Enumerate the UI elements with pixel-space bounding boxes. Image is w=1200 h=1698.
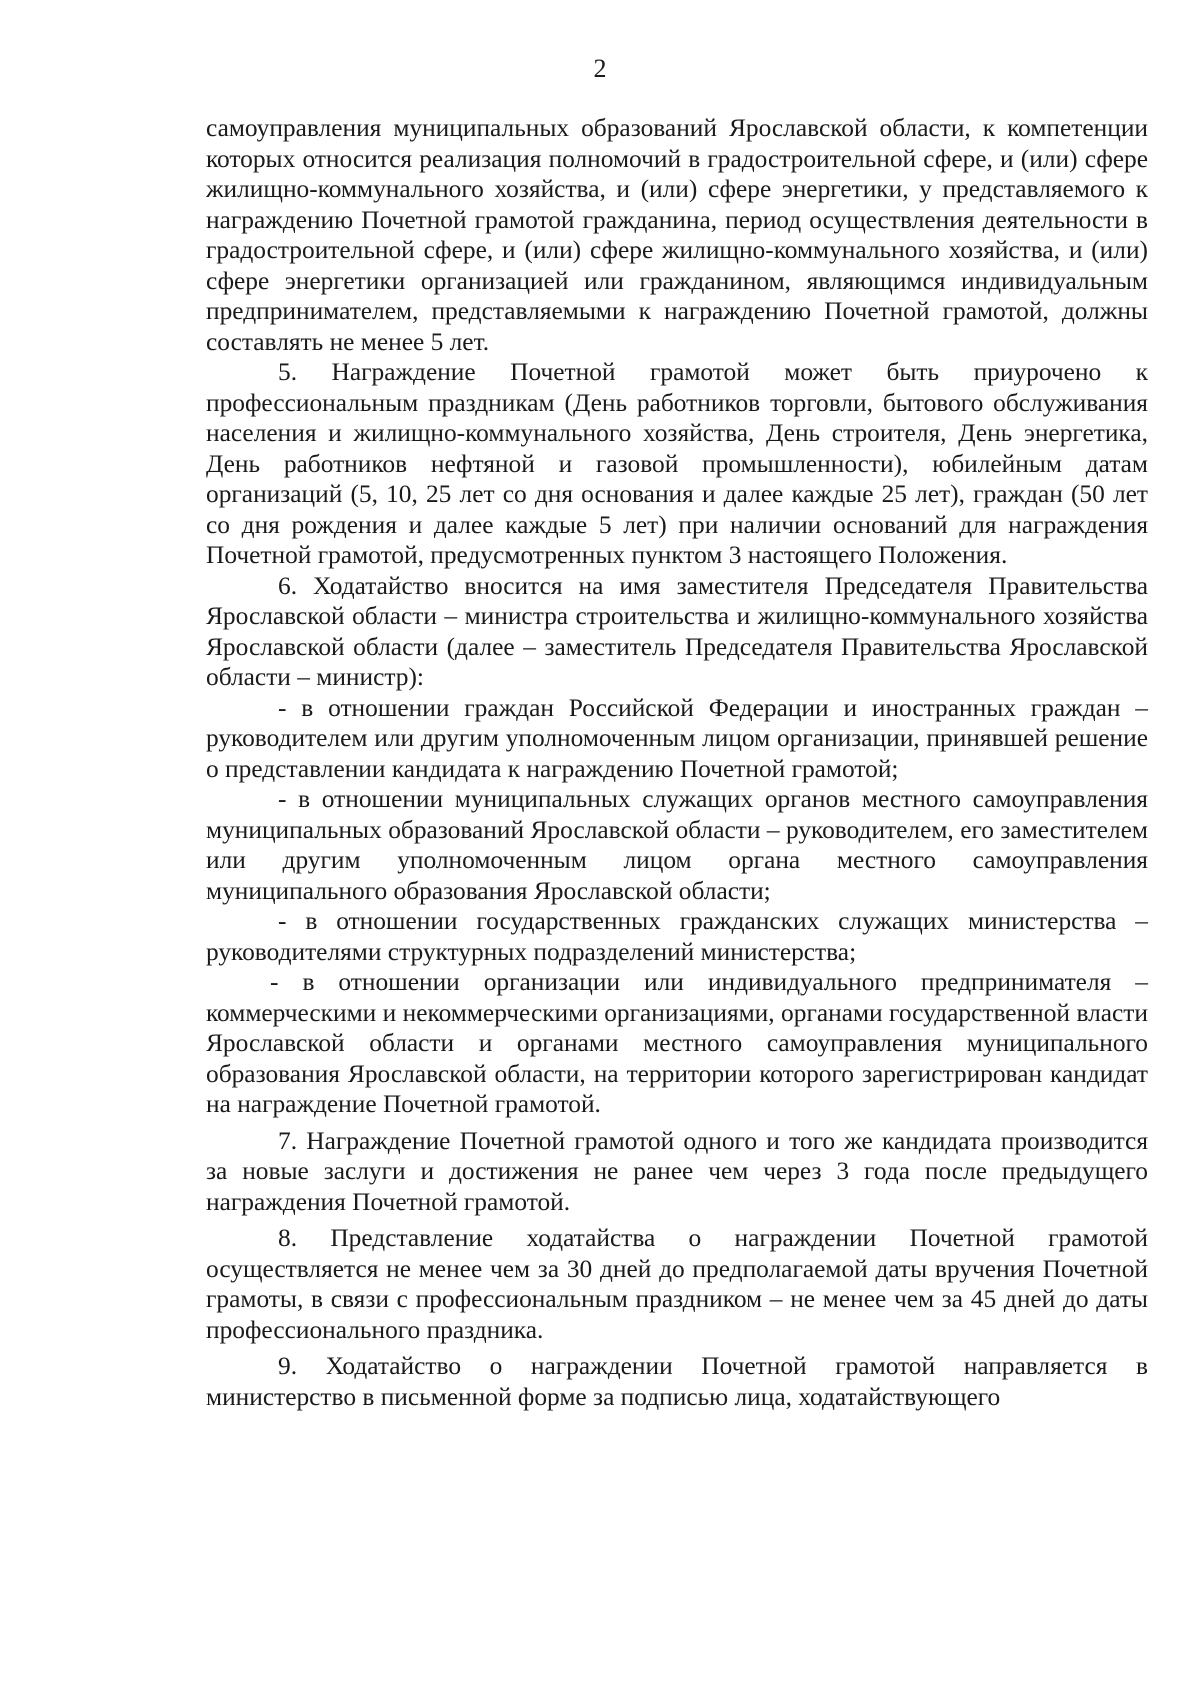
paragraph-item-6: 6. Ходатайство вносится на имя заместителя Председателя Правительства Ярославской области – министра строительства и жилищно-коммунального хозяйства Ярославской области (далее – заместитель Председателя Правительства Ярославской области – министр): (206, 571, 1148, 691)
document-body (206, 113, 1148, 1412)
paragraph-continuation: самоуправления муниципальных образований Ярославской области, к компетенции которых относится реализация полномочий в градостроительной сфере, и (или) сфере жилищно-коммунального хозяйства, и (или) сфере энергетики, у представляемого к награждению Почетной грамотой гражданина, период осуществления деятельности в градостроительной сфере, и (или) сфере жилищно-коммунального хозяйства, и (или) сфере энергетики организацией или гражданином, являющимся индивидуальным предпринимателем, представляемыми к награждению Почетной грамотой, должны составлять не менее 5 лет. (206, 114, 1148, 356)
paragraph-item-8: 8. Представление ходатайства о награждении Почетной грамотой осуществляется не менее чем за 30 дней до предполагаемой даты вручения Почетной грамоты, в связи с профессиональным праздником – не менее чем за 45 дней до даты профессионального праздника. (206, 1224, 1148, 1344)
paragraph-item-7: 7. Награждение Почетной грамотой одного и того же кандидата производится за новые заслуги и достижения не ранее чем через 3 года после предыдущего награждения Почетной грамотой. (206, 1126, 1148, 1216)
paragraph-item-6-dash-1: - в отношении граждан Российской Федерации и иностранных граждан – руководителем или другим уполномоченным лицом организации, принявшей решение о представлении кандидата к награждению Почетной грамотой; (206, 693, 1148, 783)
paragraph-item-6-dash-3: - в отношении государственных гражданских служащих министерства – руководителями структурных подразделений министерства; (206, 907, 1148, 966)
page-number: 2 (593, 54, 607, 83)
paragraph-item-9: 9. Ходатайство о награждении Почетной грамотой направляется в министерство в письменной форме за подписью лица, ходатайствующего (206, 1352, 1148, 1411)
paragraph-item-6-dash-4: - в отношении организации или индивидуального предпринимателя – коммерческими и некоммерческими организациями, органами государственной власти Ярославской области и органами местного самоуправления муниципального образования Ярославской области, на территории которого зарегистрирован кандидат на награждение Почетной грамотой. (206, 968, 1148, 1118)
paragraph-item-5: 5. Награждение Почетной грамотой может быть приурочено к профессиональным праздникам (День работников торговли, бытового обслуживания населения и жилищно-коммунального хозяйства, День строителя, День энергетика, День работников нефтяной и газовой промышленности), юбилейным датам организаций (5, 10, 25 лет со дня основания и далее каждые 25 лет), граждан (50 лет со дня рождения и далее каждые 5 лет) при наличии оснований для награждения Почетной грамотой, предусмотренных пунктом 3 настоящего Положения. (206, 358, 1148, 569)
paragraph-item-6-dash-2: - в отношении муниципальных служащих органов местного самоуправления муниципальных образований Ярославской области – руководителем, его заместителем или другим уполномоченным лицом органа местного самоуправления муниципального образования Ярославской области; (206, 785, 1148, 905)
